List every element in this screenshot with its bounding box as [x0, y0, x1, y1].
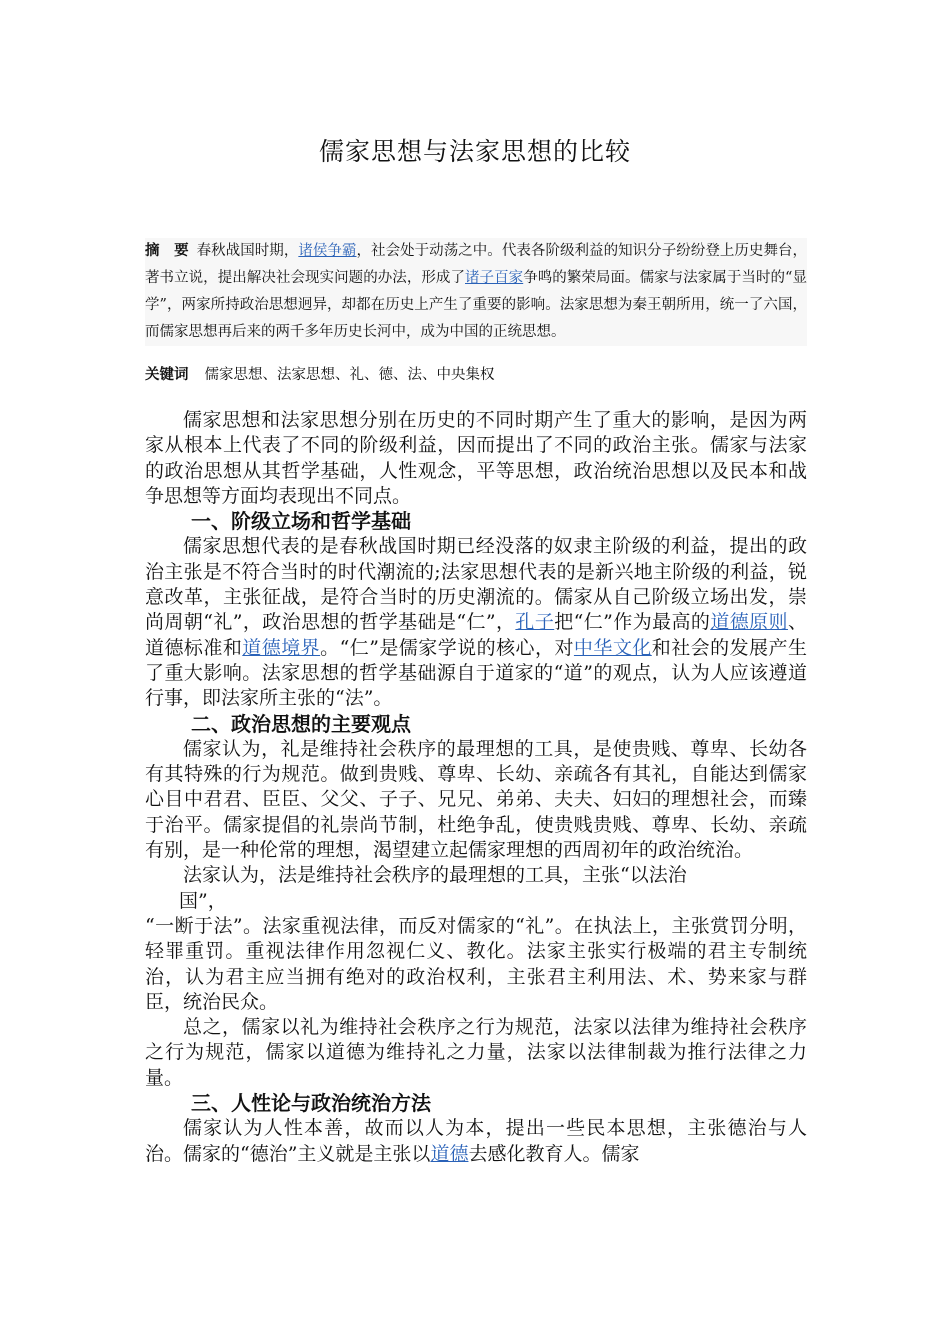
keywords-label: 关键词: [145, 367, 189, 383]
link-zhonghua-wenhua[interactable]: 中华文化: [573, 636, 652, 659]
link-daode-yuanze[interactable]: 道德原则: [710, 611, 788, 634]
paragraph-section-2b-line2: 国”，: [179, 889, 227, 912]
abstract-text: 争鸣的繁荣局面。儒家与法家属于当时的“显学”，两家所持政治思想迥异，却都在历史上产生了重要的影响。法家思想为秦王朝所用，统一了六国，而儒家思想再后来的两千多年历史长河中，成为中国的正统思想。: [145, 270, 807, 340]
paragraph-section-2c: 总之，儒家以礼为维持社会秩序之行为规范，法家以法律为维持社会秩序之行为规范，儒家以道德为维持礼之力量，法家以法律制裁为推行法律之力量。: [145, 1016, 807, 1089]
paragraph-text: 儒家认为人性本善，故而以人为本，提出一些民本思想，主张德治与人治。儒家的“德治”主义就是主张以: [145, 1117, 807, 1165]
abstract-text: ，社会处于动荡之中。代表各阶级利益的知识分子纷纷登上历史舞台，著书立说，提出解决社会现实问题的办法，形成了: [145, 243, 808, 286]
abstract-label: 摘 要: [145, 243, 189, 259]
section-heading-3: 三、人性论与政治统治方法: [191, 1091, 431, 1116]
paragraph-text: 。“仁”是儒家学说的核心，对: [320, 636, 574, 659]
link-zhuzi-baijia[interactable]: 诸子百家: [465, 270, 524, 286]
paragraph-section-2a: 儒家认为，礼是维持社会秩序的最理想的工具，是使贵贱、尊卑、长幼各有其特殊的行为规范。做到贵贱、尊卑、长幼、亲疏各有其礼，自能达到儒家心目中君君、臣臣、父父、子子、兄兄、弟弟、夫夫、妇妇的理想社会，而臻于治平。儒家提倡的礼崇尚节制，杜绝争乱，使贵贱贵贱、尊卑、长幼、亲疏有别，是一种伦常的理想，渴望建立起儒家理想的西周初年的政治统治。: [145, 737, 807, 862]
paragraph-text: 、道德标准和: [145, 611, 807, 659]
paragraph-section-3: [145, 1116, 807, 1167]
keywords-line: [145, 364, 807, 386]
paragraph-intro: 儒家思想和法家思想分别在历史的不同时期产生了重大的影响，是因为两家从根本上代表了不同的阶级利益，因而提出了不同的政治主张。儒家与法家的政治思想从其哲学基础，人性观念，平等思想，政治统治思想以及民本和战争思想等方面均表现出不同点。: [145, 409, 807, 507]
paragraph-section-2b-rest: “一断于法”。法家重视法律，而反对儒家的“礼”。在执法上，主张赏罚分明，轻罪重罚。重视法律作用忽视仁义、教化。法家主张实行极端的君主专制统治，认为君主应当拥有绝对的政治权利，主张君主利用法、术、势来家与群臣，统治民众。: [145, 914, 807, 1013]
keywords-text: 儒家思想、法家思想、礼、德、法、中央集权: [204, 367, 495, 383]
article-body: [145, 408, 807, 1167]
section-heading-1: 一、阶级立场和哲学基础: [191, 509, 411, 534]
abstract-block: [145, 238, 807, 346]
section-heading-2: 二、政治思想的主要观点: [191, 711, 411, 736]
link-daode-jingjie[interactable]: 道德境界: [242, 636, 321, 659]
link-zhuhou-zhengba[interactable]: 诸侯争霸: [298, 243, 357, 259]
link-daode[interactable]: 道德: [430, 1142, 469, 1165]
paragraph-text: 和社会的发展产生了重大影响。法家思想的哲学基础源自于道家的“道”的观点，认为人应该遵道行事，即法家所主张的“法”。: [145, 636, 807, 710]
link-kongzi[interactable]: 孔子: [515, 611, 555, 634]
paragraph-text: 儒家思想代表的是春秋战国时期已经没落的奴隶主阶级的利益，提出的政治主张是不符合当时的时代潮流的;法家思想代表的是新兴地主阶级的利益，锐意改革，主张征战，是符合当时的历史潮流的。儒家从自己阶级立场出发，崇尚周朝“礼”，政治思想的哲学基础是“仁”，: [145, 535, 807, 634]
paragraph-text: 把“仁”作为最高的: [554, 611, 711, 634]
abstract-text: 春秋战国时期，: [196, 243, 299, 259]
page-title: 儒家思想与法家思想的比较: [318, 137, 631, 166]
paragraph-section-1: [145, 534, 807, 711]
paragraph-section-2b-line1: 法家认为，法是维持社会秩序的最理想的工具，主张“以法治: [183, 864, 687, 887]
paragraph-text: 去感化教育人。儒家: [468, 1142, 640, 1165]
